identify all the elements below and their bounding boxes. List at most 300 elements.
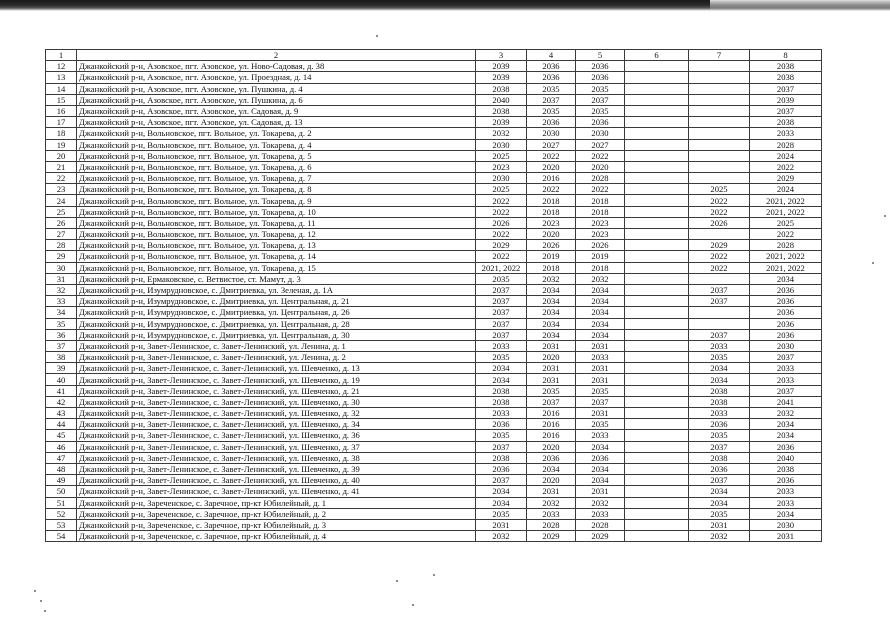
- address-cell: Джанкойский р-н, Зареченское, с. Заречное, пр-кт Юбилейный, д. 4: [77, 531, 476, 542]
- year-cell: 2028: [527, 519, 576, 530]
- year-cell: 2032: [476, 531, 527, 542]
- year-cell: 2021, 2022: [476, 262, 527, 273]
- table-row: [46, 430, 822, 441]
- table-row: [46, 61, 822, 72]
- year-cell: 2035: [689, 352, 750, 363]
- row-number-cell: 42: [46, 396, 77, 407]
- year-cell: 2033: [750, 374, 822, 385]
- year-cell: 2023: [576, 217, 625, 228]
- year-cell: [689, 61, 750, 72]
- year-cell: [625, 463, 689, 474]
- year-cell: [689, 128, 750, 139]
- year-cell: 2021, 2022: [750, 251, 822, 262]
- year-cell: 2029: [689, 240, 750, 251]
- year-cell: [689, 161, 750, 172]
- year-cell: 2033: [576, 430, 625, 441]
- year-cell: [625, 531, 689, 542]
- row-number-cell: 26: [46, 217, 77, 228]
- table-row: [46, 83, 822, 94]
- year-cell: 2031: [689, 519, 750, 530]
- scan-speck: [34, 590, 36, 592]
- year-cell: [625, 273, 689, 284]
- year-cell: 2018: [527, 195, 576, 206]
- year-cell: 2023: [576, 229, 625, 240]
- year-cell: [625, 117, 689, 128]
- year-cell: 2038: [689, 385, 750, 396]
- year-cell: 2030: [750, 340, 822, 351]
- address-cell: Джанкойский р-н, Зареченское, с. Заречное, пр-кт Юбилейный, д. 2: [77, 508, 476, 519]
- year-cell: 2036: [476, 419, 527, 430]
- address-cell: Джанкойский р-н, Вольновское, пгт. Вольное, ул. Токарева, д. 13: [77, 240, 476, 251]
- year-cell: 2028: [750, 240, 822, 251]
- scan-speck: [44, 610, 46, 612]
- year-cell: 2034: [576, 318, 625, 329]
- year-cell: 2031: [527, 340, 576, 351]
- housing-register-table: [45, 49, 822, 542]
- year-cell: [625, 184, 689, 195]
- year-cell: 2034: [576, 329, 625, 340]
- row-number-cell: 14: [46, 83, 77, 94]
- year-cell: [625, 441, 689, 452]
- year-cell: 2036: [476, 463, 527, 474]
- year-cell: [625, 408, 689, 419]
- year-cell: 2020: [527, 475, 576, 486]
- year-cell: [689, 139, 750, 150]
- year-cell: 2033: [750, 486, 822, 497]
- year-cell: [625, 363, 689, 374]
- year-cell: 2039: [750, 94, 822, 105]
- year-cell: 2031: [527, 363, 576, 374]
- table-row: [46, 139, 822, 150]
- table-row: [46, 441, 822, 452]
- year-cell: 2037: [476, 441, 527, 452]
- year-cell: [689, 150, 750, 161]
- year-cell: 2016: [527, 408, 576, 419]
- table-row: [46, 284, 822, 295]
- address-cell: Джанкойский р-н, Завет-Ленинское, с. Завет-Ленинский, ул. Шевченко, д. 19: [77, 374, 476, 385]
- address-cell: Джанкойский р-н, Азовское, пгт. Азовское, ул. Пушкина, д. 6: [77, 94, 476, 105]
- year-cell: 2016: [527, 173, 576, 184]
- year-cell: [625, 139, 689, 150]
- year-cell: 2024: [750, 184, 822, 195]
- year-cell: 2038: [476, 385, 527, 396]
- year-cell: [625, 206, 689, 217]
- year-cell: 2037: [689, 296, 750, 307]
- row-number-cell: 13: [46, 72, 77, 83]
- row-number-cell: 45: [46, 430, 77, 441]
- scan-speck: [433, 574, 435, 576]
- year-cell: 2021, 2022: [750, 195, 822, 206]
- year-cell: 2026: [476, 217, 527, 228]
- table-row: [46, 408, 822, 419]
- table-row: [46, 217, 822, 228]
- address-cell: Джанкойский р-н, Азовское, пгт. Азовское, ул. Садовая, д. 9: [77, 105, 476, 116]
- year-cell: 2028: [576, 519, 625, 530]
- column-number-cell: 1: [46, 50, 77, 61]
- address-cell: Джанкойский р-н, Вольновское, пгт. Вольное, ул. Токарева, д. 12: [77, 229, 476, 240]
- table-row: [46, 475, 822, 486]
- column-number-cell: 7: [689, 50, 750, 61]
- year-cell: [689, 318, 750, 329]
- row-number-cell: 38: [46, 352, 77, 363]
- table-row: [46, 486, 822, 497]
- year-cell: 2038: [750, 61, 822, 72]
- year-cell: [625, 229, 689, 240]
- year-cell: [689, 83, 750, 94]
- year-cell: 2038: [476, 83, 527, 94]
- year-cell: 2035: [576, 419, 625, 430]
- year-cell: 2022: [576, 150, 625, 161]
- row-number-cell: 39: [46, 363, 77, 374]
- address-cell: Джанкойский р-н, Азовское, пгт. Азовское, ул. Проездная, д. 14: [77, 72, 476, 83]
- year-cell: [689, 94, 750, 105]
- year-cell: 2035: [476, 352, 527, 363]
- year-cell: 2038: [476, 452, 527, 463]
- address-cell: Джанкойский р-н, Завет-Ленинское, с. Завет-Ленинский, ул. Шевченко, д. 13: [77, 363, 476, 374]
- year-cell: 2038: [689, 396, 750, 407]
- address-cell: Джанкойский р-н, Вольновское, пгт. Вольное, ул. Токарева, д. 5: [77, 150, 476, 161]
- year-cell: 2028: [576, 173, 625, 184]
- year-cell: 2018: [576, 262, 625, 273]
- address-cell: Джанкойский р-н, Вольновское, пгт. Вольное, ул. Токарева, д. 6: [77, 161, 476, 172]
- year-cell: [625, 519, 689, 530]
- scan-speck: [872, 262, 874, 264]
- row-number-cell: 32: [46, 284, 77, 295]
- year-cell: [625, 150, 689, 161]
- year-cell: 2032: [689, 531, 750, 542]
- year-cell: 2034: [476, 374, 527, 385]
- year-cell: 2031: [750, 531, 822, 542]
- year-cell: 2036: [750, 475, 822, 486]
- year-cell: 2040: [476, 94, 527, 105]
- year-cell: 2032: [750, 408, 822, 419]
- year-cell: 2034: [527, 318, 576, 329]
- year-cell: 2021, 2022: [750, 206, 822, 217]
- scan-speck: [40, 600, 42, 602]
- row-number-cell: 31: [46, 273, 77, 284]
- address-cell: Джанкойский р-н, Изумрудновское, с. Дмитриевка, ул. Центральная, д. 30: [77, 329, 476, 340]
- year-cell: 2020: [527, 441, 576, 452]
- year-cell: 2022: [527, 150, 576, 161]
- year-cell: 2033: [476, 340, 527, 351]
- row-number-cell: 50: [46, 486, 77, 497]
- address-cell: Джанкойский р-н, Завет-Ленинское, с. Завет-Ленинский, ул. Шевченко, д. 37: [77, 441, 476, 452]
- year-cell: 2036: [750, 296, 822, 307]
- year-cell: 2022: [689, 195, 750, 206]
- row-number-cell: 49: [46, 475, 77, 486]
- address-cell: Джанкойский р-н, Завет-Ленинское, с. Завет-Ленинский, ул. Шевченко, д. 34: [77, 419, 476, 430]
- year-cell: 2025: [476, 184, 527, 195]
- year-cell: 2032: [576, 497, 625, 508]
- address-cell: Джанкойский р-н, Вольновское, пгт. Вольное, ул. Токарева, д. 8: [77, 184, 476, 195]
- year-cell: 2020: [527, 352, 576, 363]
- year-cell: [689, 72, 750, 83]
- table-row: [46, 105, 822, 116]
- year-cell: 2029: [750, 173, 822, 184]
- year-cell: 2035: [527, 83, 576, 94]
- year-cell: 2032: [527, 273, 576, 284]
- address-cell: Джанкойский р-н, Азовское, пгт. Азовское, ул. Пушкина, д. 4: [77, 83, 476, 94]
- column-number-cell: 2: [77, 50, 476, 61]
- table-row: [46, 240, 822, 251]
- table-row: [46, 519, 822, 530]
- year-cell: [625, 329, 689, 340]
- table-row: [46, 195, 822, 206]
- address-cell: Джанкойский р-н, Завет-Ленинское, с. Завет-Ленинский, ул. Шевченко, д. 40: [77, 475, 476, 486]
- row-number-cell: 22: [46, 173, 77, 184]
- year-cell: 2038: [750, 463, 822, 474]
- year-cell: 2034: [750, 508, 822, 519]
- year-cell: 2016: [527, 419, 576, 430]
- year-cell: [625, 419, 689, 430]
- year-cell: [625, 385, 689, 396]
- year-cell: 2031: [576, 340, 625, 351]
- year-cell: 2034: [689, 497, 750, 508]
- row-number-cell: 25: [46, 206, 77, 217]
- table-row: [46, 296, 822, 307]
- year-cell: 2034: [750, 273, 822, 284]
- year-cell: 2035: [476, 273, 527, 284]
- year-cell: [689, 307, 750, 318]
- table-row: [46, 385, 822, 396]
- row-number-cell: 19: [46, 139, 77, 150]
- year-cell: 2034: [476, 363, 527, 374]
- year-cell: 2033: [476, 408, 527, 419]
- row-number-cell: 34: [46, 307, 77, 318]
- address-cell: Джанкойский р-н, Вольновское, пгт. Вольное, ул. Токарева, д. 7: [77, 173, 476, 184]
- row-number-cell: 47: [46, 452, 77, 463]
- row-number-cell: 51: [46, 497, 77, 508]
- year-cell: 2022: [576, 184, 625, 195]
- year-cell: 2035: [576, 385, 625, 396]
- row-number-cell: 18: [46, 128, 77, 139]
- year-cell: 2035: [576, 83, 625, 94]
- year-cell: [625, 430, 689, 441]
- year-cell: 2039: [476, 117, 527, 128]
- table-row: [46, 419, 822, 430]
- row-number-cell: 44: [46, 419, 77, 430]
- year-cell: 2034: [576, 284, 625, 295]
- year-cell: 2033: [689, 408, 750, 419]
- year-cell: 2034: [689, 363, 750, 374]
- year-cell: 2022: [689, 251, 750, 262]
- year-cell: 2033: [750, 497, 822, 508]
- year-cell: 2037: [750, 352, 822, 363]
- year-cell: [625, 475, 689, 486]
- year-cell: [625, 251, 689, 262]
- year-cell: 2034: [476, 497, 527, 508]
- year-cell: [625, 83, 689, 94]
- year-cell: 2034: [476, 486, 527, 497]
- table-row: [46, 307, 822, 318]
- year-cell: 2031: [576, 374, 625, 385]
- row-number-cell: 12: [46, 61, 77, 72]
- year-cell: 2018: [527, 206, 576, 217]
- table-row: [46, 117, 822, 128]
- row-number-cell: 35: [46, 318, 77, 329]
- year-cell: 2034: [689, 486, 750, 497]
- table-row: [46, 374, 822, 385]
- year-cell: [625, 307, 689, 318]
- table-row: [46, 463, 822, 474]
- year-cell: 2025: [689, 184, 750, 195]
- year-cell: 2026: [576, 240, 625, 251]
- year-cell: [689, 173, 750, 184]
- address-cell: Джанкойский р-н, Вольновское, пгт. Вольное, ул. Токарева, д. 2: [77, 128, 476, 139]
- year-cell: [625, 340, 689, 351]
- year-cell: 2034: [527, 307, 576, 318]
- address-cell: Джанкойский р-н, Вольновское, пгт. Вольное, ул. Токарева, д. 15: [77, 262, 476, 273]
- column-number-cell: 8: [750, 50, 822, 61]
- year-cell: 2033: [689, 340, 750, 351]
- year-cell: [625, 396, 689, 407]
- year-cell: 2019: [527, 251, 576, 262]
- address-cell: Джанкойский р-н, Зареченское, с. Заречное, пр-кт Юбилейный, д. 3: [77, 519, 476, 530]
- year-cell: 2035: [476, 430, 527, 441]
- year-cell: [625, 374, 689, 385]
- table-row: [46, 363, 822, 374]
- table-row: [46, 329, 822, 340]
- column-number-cell: 4: [527, 50, 576, 61]
- year-cell: 2036: [527, 61, 576, 72]
- year-cell: 2036: [689, 463, 750, 474]
- year-cell: [625, 105, 689, 116]
- address-cell: Джанкойский р-н, Вольновское, пгт. Вольное, ул. Токарева, д. 14: [77, 251, 476, 262]
- row-number-cell: 23: [46, 184, 77, 195]
- year-cell: 2022: [689, 206, 750, 217]
- address-cell: Джанкойский р-н, Завет-Ленинское, с. Завет-Ленинский, ул. Шевченко, д. 41: [77, 486, 476, 497]
- year-cell: 2036: [750, 329, 822, 340]
- year-cell: [625, 240, 689, 251]
- table-row: [46, 273, 822, 284]
- year-cell: 2034: [689, 374, 750, 385]
- row-number-cell: 17: [46, 117, 77, 128]
- scan-speck: [396, 580, 398, 582]
- year-cell: [625, 284, 689, 295]
- table-row: [46, 396, 822, 407]
- table-row: [46, 251, 822, 262]
- year-cell: 2032: [476, 128, 527, 139]
- year-cell: 2036: [750, 318, 822, 329]
- year-cell: 2037: [476, 307, 527, 318]
- year-cell: 2037: [527, 94, 576, 105]
- table-row: [46, 173, 822, 184]
- table-row: [46, 340, 822, 351]
- table-row: [46, 184, 822, 195]
- table-row: [46, 206, 822, 217]
- row-number-cell: 48: [46, 463, 77, 474]
- year-cell: 2037: [576, 94, 625, 105]
- year-cell: 2035: [476, 508, 527, 519]
- address-cell: Джанкойский р-н, Вольновское, пгт. Вольное, ул. Токарева, д. 10: [77, 206, 476, 217]
- address-cell: Джанкойский р-н, Изумрудновское, с. Дмитриевка, ул. Центральная, д. 21: [77, 296, 476, 307]
- year-cell: 2033: [527, 508, 576, 519]
- table-row: [46, 531, 822, 542]
- row-number-cell: 46: [46, 441, 77, 452]
- year-cell: 2019: [576, 251, 625, 262]
- year-cell: 2022: [476, 206, 527, 217]
- year-cell: 2037: [476, 284, 527, 295]
- year-cell: 2022: [750, 229, 822, 240]
- year-cell: 2034: [576, 307, 625, 318]
- table-row: [46, 161, 822, 172]
- address-cell: Джанкойский р-н, Завет-Ленинское, с. Завет-Ленинский, ул. Ленина, д. 1: [77, 340, 476, 351]
- year-cell: 2031: [527, 374, 576, 385]
- year-cell: [625, 352, 689, 363]
- row-number-cell: 30: [46, 262, 77, 273]
- year-cell: 2020: [527, 229, 576, 240]
- row-number-cell: 24: [46, 195, 77, 206]
- year-cell: 2029: [476, 240, 527, 251]
- year-cell: [625, 486, 689, 497]
- year-cell: [625, 217, 689, 228]
- address-cell: Джанкойский р-н, Завет-Ленинское, с. Завет-Ленинский, ул. Шевченко, д. 30: [77, 396, 476, 407]
- year-cell: [625, 508, 689, 519]
- year-cell: 2041: [750, 396, 822, 407]
- year-cell: 2031: [476, 519, 527, 530]
- year-cell: 2022: [689, 262, 750, 273]
- row-number-cell: 37: [46, 340, 77, 351]
- year-cell: 2020: [527, 161, 576, 172]
- year-cell: 2034: [576, 296, 625, 307]
- year-cell: [625, 128, 689, 139]
- year-cell: 2027: [527, 139, 576, 150]
- year-cell: 2021, 2022: [750, 262, 822, 273]
- year-cell: 2037: [750, 385, 822, 396]
- year-cell: [625, 318, 689, 329]
- year-cell: [625, 195, 689, 206]
- year-cell: [625, 61, 689, 72]
- year-cell: 2022: [476, 195, 527, 206]
- year-cell: 2038: [476, 105, 527, 116]
- year-cell: 2034: [527, 284, 576, 295]
- row-number-cell: 16: [46, 105, 77, 116]
- year-cell: 2037: [476, 296, 527, 307]
- year-cell: 2036: [576, 61, 625, 72]
- year-cell: 2031: [576, 363, 625, 374]
- column-number-cell: 6: [625, 50, 689, 61]
- year-cell: 2022: [476, 251, 527, 262]
- year-cell: 2034: [576, 475, 625, 486]
- table-row: [46, 150, 822, 161]
- row-number-cell: 36: [46, 329, 77, 340]
- address-cell: Джанкойский р-н, Ермаковское, с. Ветвистое, ст. Мамут, д. 3: [77, 273, 476, 284]
- table-row: [46, 452, 822, 463]
- scan-speck: [884, 215, 886, 217]
- address-cell: Джанкойский р-н, Завет-Ленинское, с. Завет-Ленинский, ул. Шевченко, д. 21: [77, 385, 476, 396]
- year-cell: 2034: [576, 463, 625, 474]
- row-number-cell: 15: [46, 94, 77, 105]
- year-cell: 2026: [527, 240, 576, 251]
- year-cell: 2036: [750, 284, 822, 295]
- year-cell: 2040: [750, 452, 822, 463]
- scan-top-edge: [0, 0, 890, 11]
- address-cell: Джанкойский р-н, Завет-Ленинское, с. Завет-Ленинский, ул. Шевченко, д. 39: [77, 463, 476, 474]
- table-row: [46, 508, 822, 519]
- year-cell: [689, 105, 750, 116]
- year-cell: 2033: [576, 508, 625, 519]
- address-cell: Джанкойский р-н, Завет-Ленинское, с. Завет-Ленинский, ул. Шевченко, д. 36: [77, 430, 476, 441]
- year-cell: 2037: [689, 329, 750, 340]
- row-number-cell: 40: [46, 374, 77, 385]
- year-cell: 2039: [476, 72, 527, 83]
- year-cell: [625, 173, 689, 184]
- address-cell: Джанкойский р-н, Завет-Ленинское, с. Завет-Ленинский, ул. Ленина, д. 2: [77, 352, 476, 363]
- year-cell: 2035: [689, 430, 750, 441]
- year-cell: 2026: [689, 217, 750, 228]
- column-number-cell: 5: [576, 50, 625, 61]
- year-cell: 2025: [476, 150, 527, 161]
